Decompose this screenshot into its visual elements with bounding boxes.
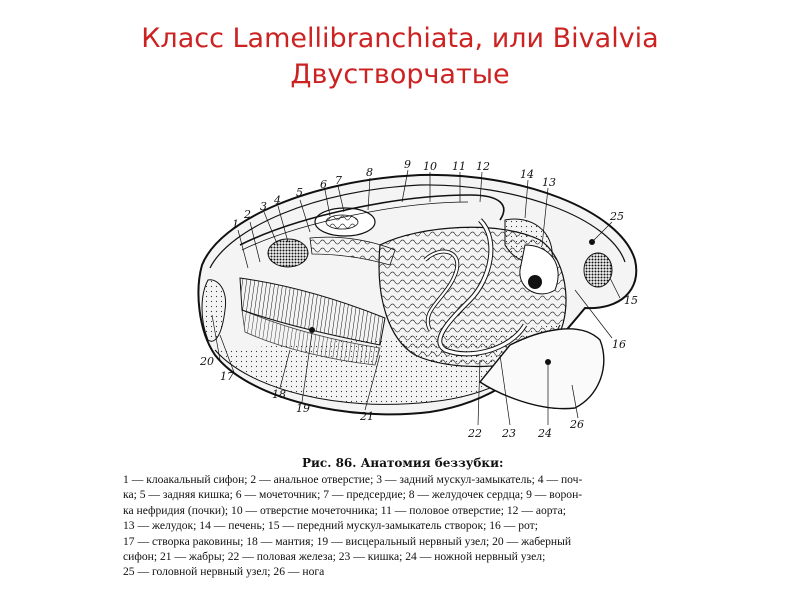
caption-heading: Рис. 86. Анатомия беззубки: — [302, 456, 504, 470]
caption-line: ка; 5 — задняя кишка; 6 — мочеточник; 7 — предсердие; 8 — желудочек сердца; 9 — ворон- — [123, 488, 583, 502]
label-11: 11 — [452, 160, 466, 173]
label-21: 21 — [360, 410, 374, 423]
caption-line: 13 — желудок; 14 — печень; 15 — передний мускул-замыкатель створок; 16 — рот; — [123, 519, 538, 533]
label-9: 9 — [404, 158, 411, 171]
slide-title: Класс Lamellibranchiata, или Bivalvia — [141, 23, 659, 54]
slide-subtitle: Двустворчатые — [290, 59, 510, 90]
label-22: 22 — [468, 427, 482, 440]
bivalve-anatomy-diagram — [180, 150, 650, 450]
label-20: 20 — [200, 355, 214, 368]
label-15: 15 — [624, 294, 638, 307]
posterior-adductor — [268, 239, 308, 267]
label-18: 18 — [272, 388, 286, 401]
visceral-ganglion — [309, 327, 315, 333]
caption-legend — [123, 472, 713, 580]
label-6: 6 — [320, 178, 327, 191]
label-26: 26 — [570, 418, 584, 431]
caption-line: 25 — головной нервный узел; 26 — нога — [123, 565, 325, 579]
caption-line: 17 — створка раковины; 18 — мантия; 19 — висцеральный нервный узел; 20 — жаберный — [123, 534, 572, 548]
label-13: 13 — [542, 176, 556, 189]
label-24: 24 — [538, 427, 552, 440]
caption-line: сифон; 21 — жабры; 22 — половая железа; 23 — кишка; 24 — ножной нервный узел; — [123, 550, 546, 564]
pedal-ganglion — [545, 359, 551, 365]
label-1: 1 — [232, 218, 239, 231]
label-2: 2 — [244, 208, 251, 221]
label-3: 3 — [260, 200, 267, 213]
label-23: 23 — [502, 427, 516, 440]
label-25: 25 — [610, 210, 624, 223]
label-19: 19 — [296, 402, 310, 415]
label-7: 7 — [335, 174, 342, 187]
label-16: 16 — [612, 338, 626, 351]
caption-line: 1 — клоакальный сифон; 2 — анальное отверстие; 3 — задний мускул-замыкатель; 4 — поч- — [123, 473, 583, 486]
label-5: 5 — [296, 186, 303, 199]
anterior-adductor — [584, 253, 612, 287]
label-14: 14 — [520, 168, 534, 181]
caption-line: ка нефридия (почки); 10 — отверстие мочеточника; 11 — половое отверстие; 12 — аорта; — [123, 503, 566, 517]
label-8: 8 — [366, 166, 373, 179]
label-4: 4 — [274, 194, 281, 207]
label-12: 12 — [476, 160, 490, 173]
label-10: 10 — [423, 160, 437, 173]
label-17: 17 — [220, 370, 234, 383]
